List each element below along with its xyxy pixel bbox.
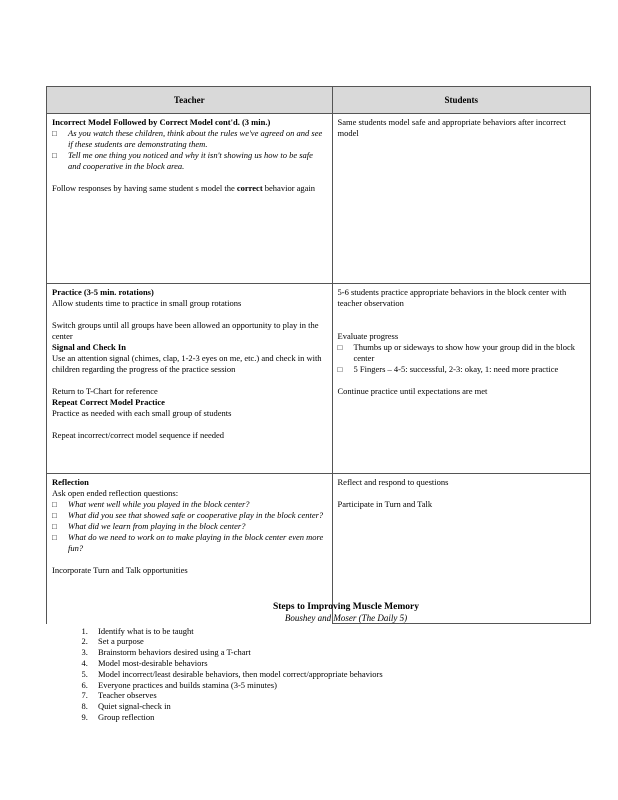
list-item [52, 150, 327, 172]
body-text: Practice as needed with each small group of students [52, 408, 232, 418]
body-text: Switch groups until all groups have been allowed an opportunity to play in the center [52, 320, 319, 341]
teacher-column-header: Teacher [47, 87, 333, 114]
body-text: Return to T-Chart for reference [52, 386, 158, 396]
list-item: □ What did you see that showed safe or cooperative play in the block center? [52, 510, 324, 520]
list-item: □ 5 Fingers – 4-5: successful, 2-3: okay, 1: need more practice [337, 364, 559, 374]
student-activity: 5-6 students practice appropriate behaviors in the block center with teacher observation [337, 287, 567, 308]
prompt-text: Tell me one thing you noticed and why it isn't showing us how to be safe and cooperative in the block area. [68, 150, 313, 171]
teacher-cell [47, 114, 333, 284]
section-heading: Incorrect Model Followed by Correct Model cont'd. (3 min.) [52, 117, 271, 127]
list-item: 9. Group reflection [90, 712, 566, 723]
students-cell [332, 284, 590, 474]
list-item: 1. Identify what is to be taught [90, 626, 566, 637]
list-item [52, 128, 327, 150]
section-heading: Signal and Check In [52, 342, 126, 352]
list-item: 6. Everyone practices and builds stamina (3-5 minutes) [90, 680, 566, 691]
body-text: Incorporate Turn and Talk opportunities [52, 565, 188, 575]
students-cell [332, 474, 590, 624]
student-activity: Continue practice until expectations are met [337, 386, 488, 396]
list-item: 4. Model most-desirable behaviors [90, 658, 566, 669]
student-activity: Reflect and respond to questions [337, 477, 449, 487]
table-row [47, 284, 591, 474]
square-bullet-icon: □ [52, 511, 57, 520]
steps-title: Steps to Improving Muscle Memory [272, 602, 419, 612]
student-activity: Evaluate progress [337, 331, 399, 341]
follow-up-text: Follow responses by having same student s model the correct behavior again [52, 183, 316, 193]
list-item: 5. Model incorrect/least desirable behaviors, then model correct/appropriate behaviors [90, 669, 566, 680]
student-activity: Participate in Turn and Talk [337, 499, 433, 509]
table-row [47, 114, 591, 284]
list-item: □ What went well while you played in the block center? [52, 499, 250, 509]
square-bullet-icon: □ [52, 151, 57, 160]
square-bullet-icon: □ [52, 533, 57, 542]
table-header-row [47, 87, 591, 114]
list-item: 8. Quiet signal-check in [90, 701, 566, 712]
body-text: Ask open ended reflection questions: [52, 488, 179, 498]
section-heading: Repeat Correct Model Practice [52, 397, 165, 407]
square-bullet-icon: □ [52, 500, 57, 509]
section-heading: Practice (3-5 min. rotations) [52, 287, 154, 297]
students-cell [332, 114, 590, 284]
list-item: □ Thumbs up or sideways to show how your group did in the block center [337, 342, 575, 363]
steps-list [66, 626, 566, 723]
list-item: 2. Set a purpose [90, 636, 566, 647]
section-heading: Reflection [52, 477, 89, 487]
square-bullet-icon: □ [337, 365, 343, 374]
teacher-cell [47, 474, 333, 624]
list-item: □ What did we learn from playing in the block center? [52, 521, 246, 531]
table-row [47, 474, 591, 624]
square-bullet-icon: □ [52, 129, 57, 138]
list-item: 3. Brainstorm behaviors desired using a T-chart [90, 647, 566, 658]
square-bullet-icon: □ [337, 343, 343, 352]
steps-subtitle: Boushey and Moser (The Daily 5) [284, 612, 408, 623]
list-item: □ What do we need to work on to make playing in the block center even more fun? [52, 532, 324, 553]
body-text: Repeat incorrect/correct model sequence if needed [52, 430, 225, 440]
teacher-cell [47, 284, 333, 474]
body-text: Use an attention signal (chimes, clap, 1-2-3 eyes on me, etc.) and check in with children regarding the progress of the practice session [52, 353, 322, 374]
students-column-header: Students [332, 87, 590, 114]
muscle-memory-steps [66, 602, 566, 723]
lesson-table [46, 86, 591, 624]
body-text: Allow students time to practice in small group rotations [52, 298, 242, 308]
student-activity: Same students model safe and appropriate behaviors after incorrect model [337, 117, 566, 138]
prompt-text: As you watch these children, think about the rules we've agreed on and see if these students are demonstrating them. [68, 128, 323, 149]
square-bullet-icon: □ [52, 522, 57, 531]
list-item: 7. Teacher observes [90, 690, 566, 701]
